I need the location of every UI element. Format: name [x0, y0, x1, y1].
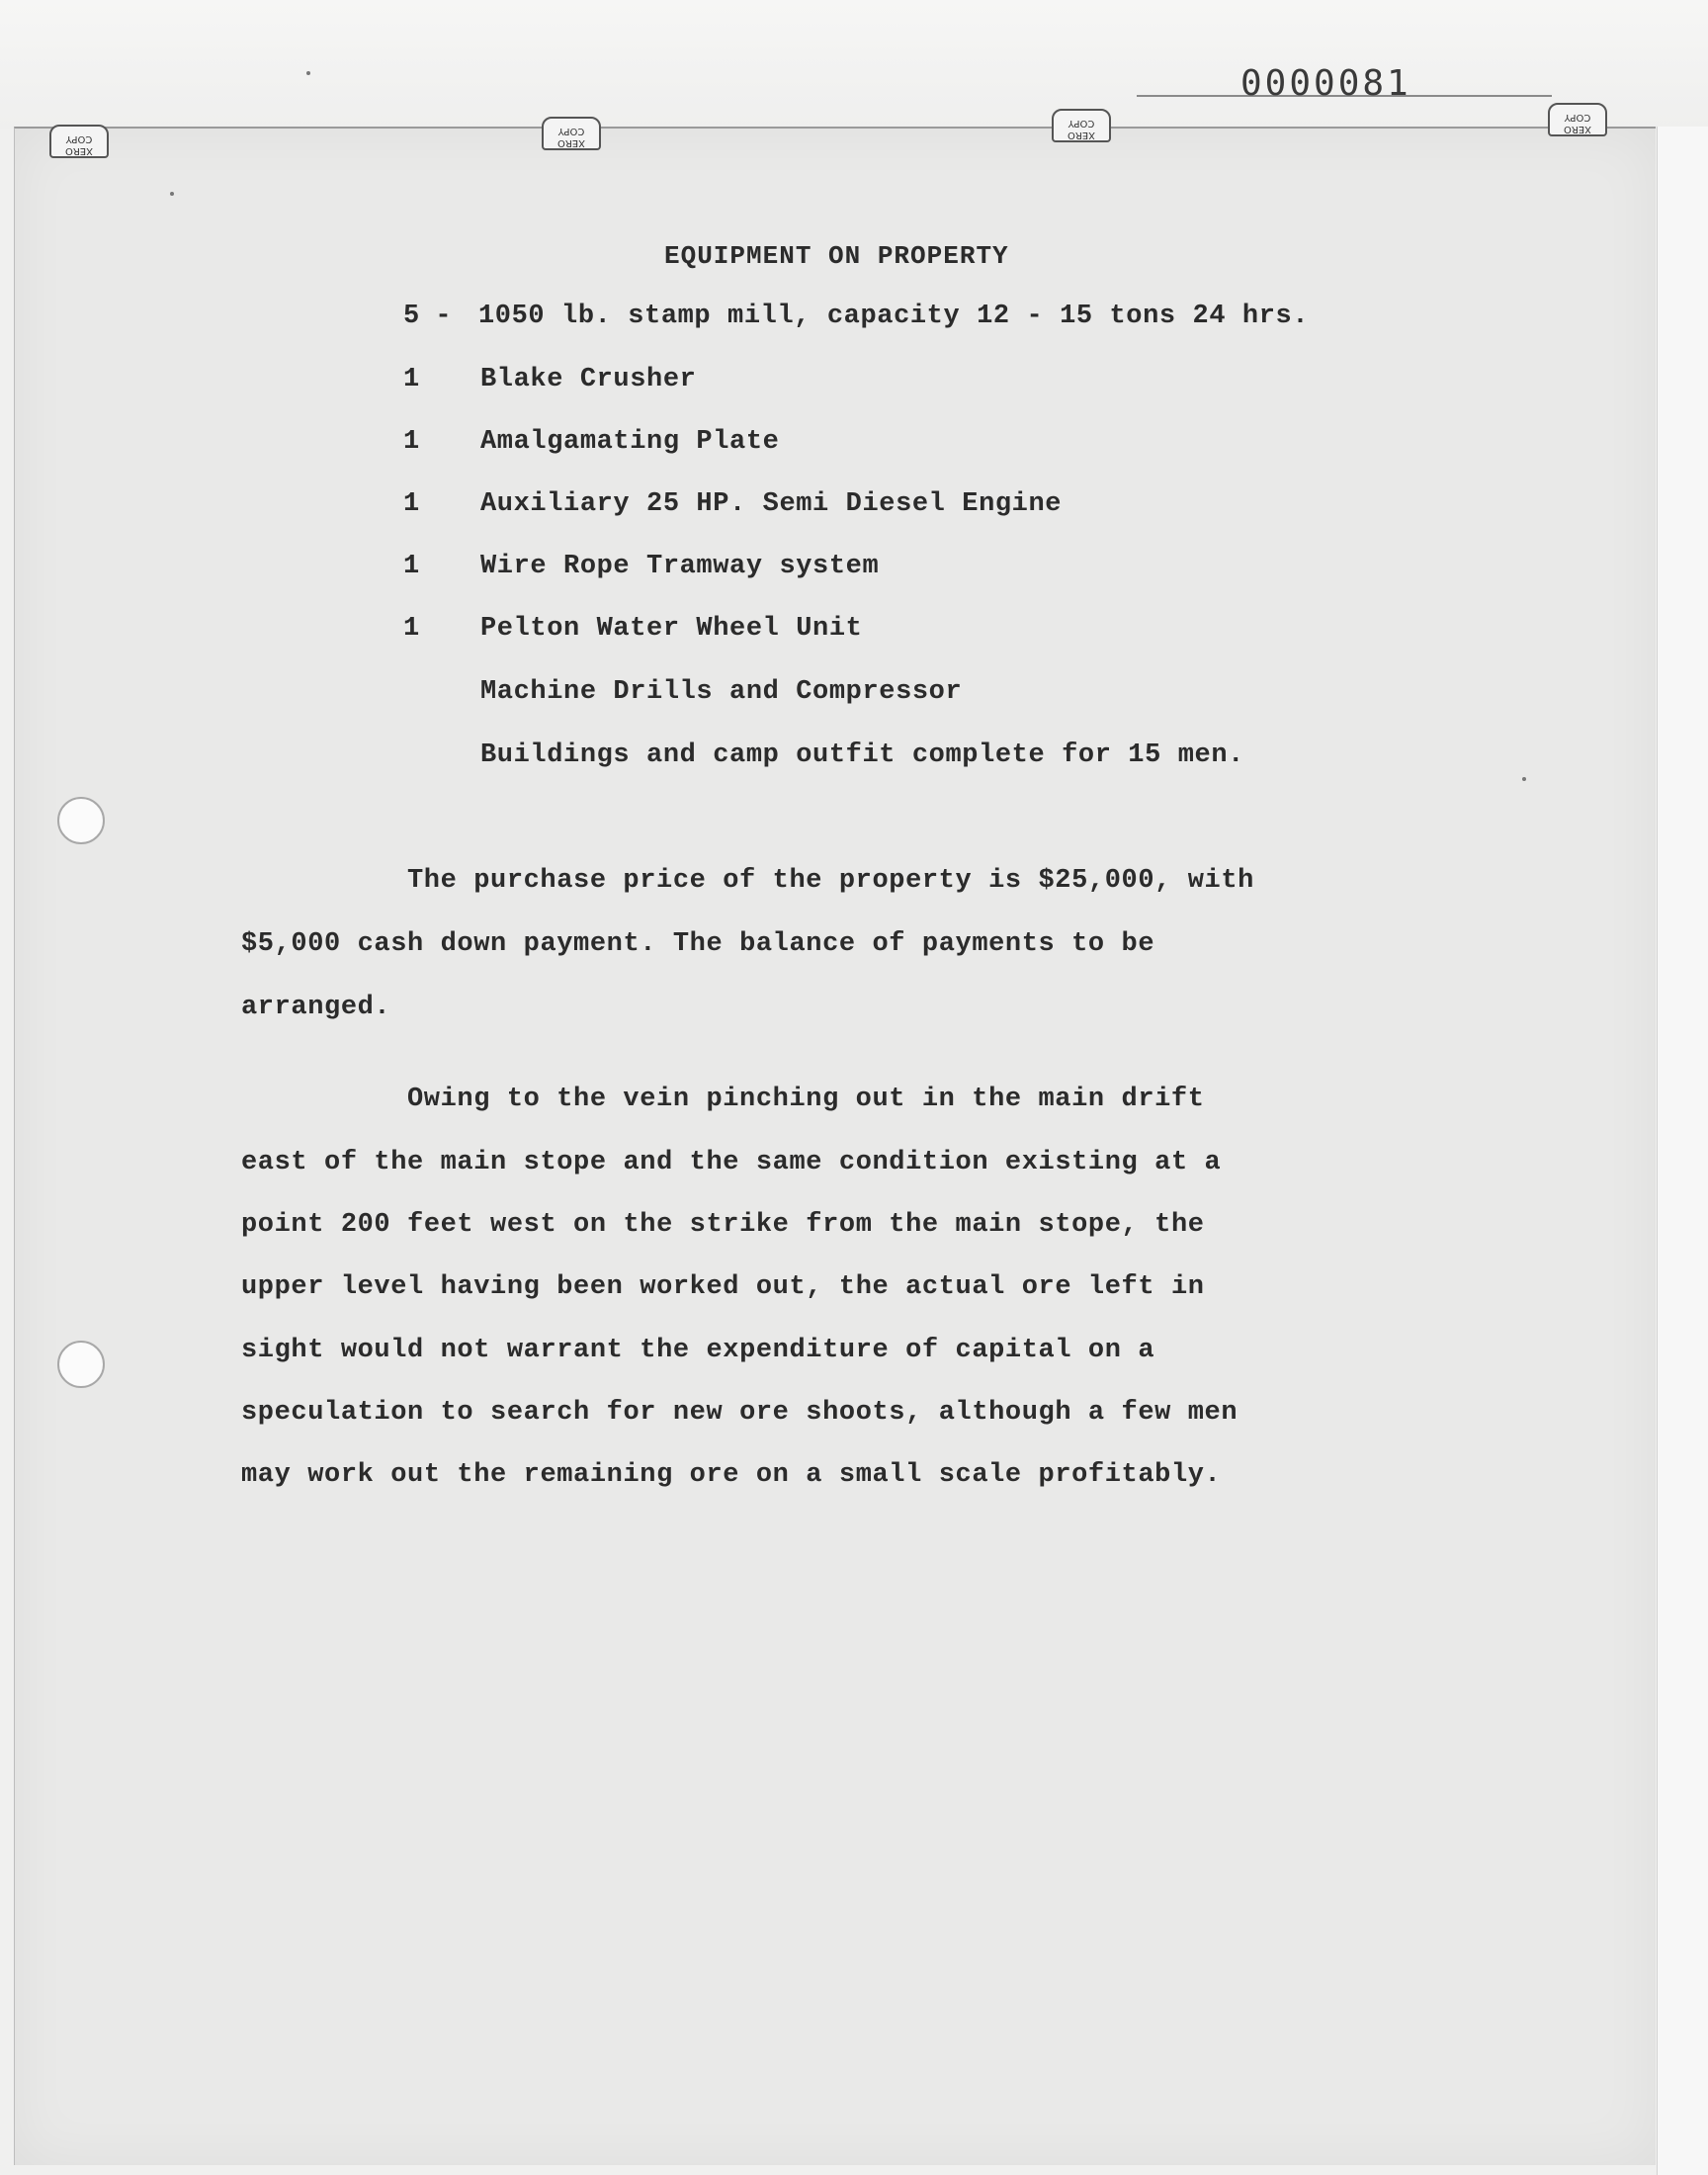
- xerox-tab-label: XERO: [65, 145, 93, 156]
- xerox-tab: [542, 117, 601, 150]
- xerox-tab-label: XERO: [1068, 130, 1095, 140]
- punch-hole: [57, 1341, 105, 1388]
- equipment-item: Wire Rope Tramway system: [480, 552, 880, 581]
- paragraph-line: point 200 feet west on the strike from the main stope, the: [241, 1210, 1205, 1240]
- equipment-qty: 1: [403, 427, 420, 457]
- document-number: 0000081: [1240, 63, 1411, 104]
- paragraph-line: east of the main stope and the same condition existing at a: [241, 1148, 1222, 1177]
- equipment-qty: 1: [403, 365, 420, 394]
- equipment-item: Machine Drills and Compressor: [480, 677, 963, 707]
- paragraph-line: may work out the remaining ore on a small scale profitably.: [241, 1460, 1222, 1490]
- equipment-qty: 1: [403, 489, 420, 519]
- document-sheet: [14, 127, 1656, 2165]
- paragraph-line: arranged.: [241, 993, 391, 1022]
- equipment-item: 1050 lb. stamp mill, capacity 12 - 15 tons 24 hrs.: [478, 302, 1310, 331]
- xerox-tab-label: COPY: [557, 126, 585, 136]
- xerox-tab-label: COPY: [1564, 112, 1591, 123]
- scan-top-edge: [0, 0, 1708, 129]
- equipment-item: Pelton Water Wheel Unit: [480, 614, 863, 644]
- xerox-tab-label: COPY: [65, 133, 93, 144]
- scan-speck: [170, 192, 174, 196]
- equipment-item: Blake Crusher: [480, 365, 697, 394]
- equipment-qty: 1: [403, 552, 420, 581]
- equipment-qty: 5 -: [403, 302, 452, 331]
- equipment-qty: 1: [403, 614, 420, 644]
- xerox-tab-label: XERO: [1564, 124, 1591, 134]
- scan-right-edge: [1657, 127, 1708, 2175]
- paragraph-line: speculation to search for new ore shoots, although a few men: [241, 1398, 1238, 1428]
- equipment-item: Auxiliary 25 HP. Semi Diesel Engine: [480, 489, 1063, 519]
- paragraph-line: sight would not warrant the expenditure of capital on a: [241, 1336, 1155, 1365]
- paragraph-line: $5,000 cash down payment. The balance of payments to be: [241, 929, 1155, 959]
- paragraph-line: upper level having been worked out, the actual ore left in: [241, 1272, 1205, 1302]
- punch-hole: [57, 797, 105, 844]
- xerox-tab-label: XERO: [557, 137, 585, 148]
- equipment-item: Amalgamating Plate: [480, 427, 780, 457]
- xerox-tab: [1052, 109, 1111, 142]
- equipment-item: Buildings and camp outfit complete for 15 men.: [480, 740, 1244, 770]
- xerox-tab: [1548, 103, 1607, 136]
- paragraph-line: Owing to the vein pinching out in the main drift: [407, 1085, 1205, 1114]
- page-title: EQUIPMENT ON PROPERTY: [664, 241, 1009, 271]
- scan-speck: [306, 71, 310, 75]
- scan-speck: [1522, 777, 1526, 781]
- xerox-tab-label: COPY: [1068, 118, 1095, 129]
- xerox-tab: [49, 125, 109, 158]
- paragraph-line: The purchase price of the property is $25,000, with: [407, 866, 1254, 896]
